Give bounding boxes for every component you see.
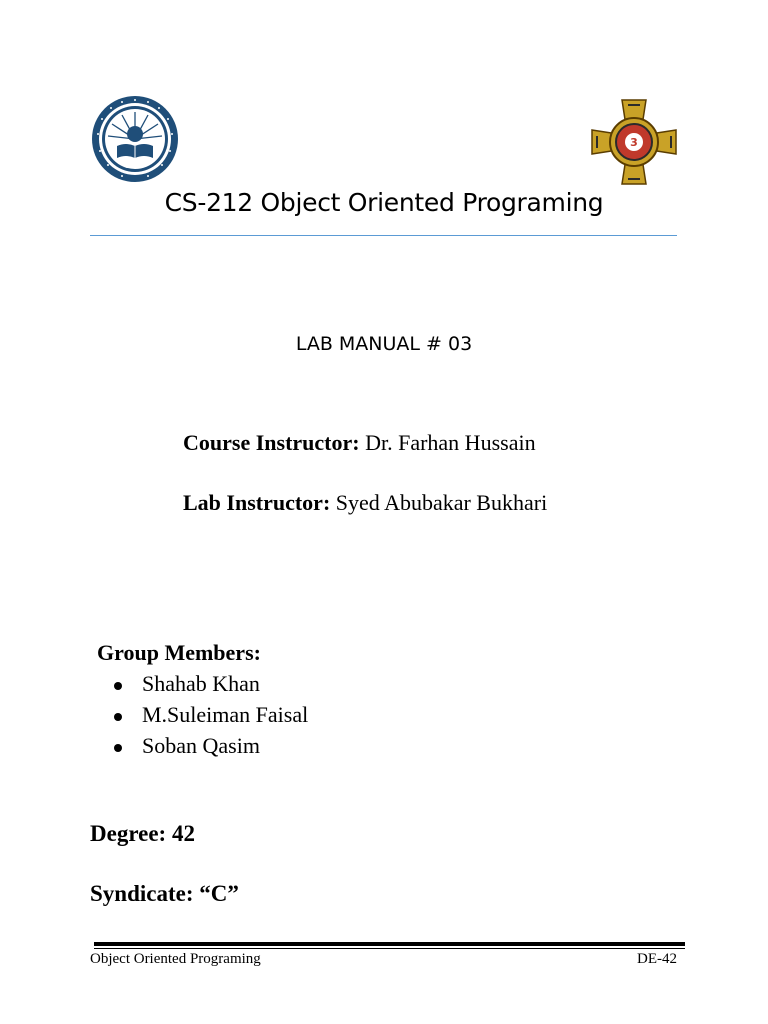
course-instructor-label: Course Instructor:: [183, 430, 360, 455]
course-instructor-value: Dr. Farhan Hussain: [365, 430, 536, 455]
footer-degree-code: DE-42: [637, 951, 677, 967]
syndicate-value: “C”: [199, 881, 239, 906]
degree-label: Degree:: [90, 821, 167, 846]
group-members-list: [108, 668, 308, 761]
seal-graphic: [90, 94, 180, 184]
course-instructor-line: [183, 430, 536, 456]
list-item: M.Suleiman Faisal: [108, 699, 308, 730]
college-crest-logo: [588, 96, 680, 188]
footer-divider-thick: [94, 942, 685, 946]
title-divider: [90, 235, 677, 236]
lab-instructor-value: Syed Abubakar Bukhari: [335, 490, 548, 515]
university-seal-logo: [90, 94, 180, 184]
svg-text:3: 3: [630, 136, 638, 149]
list-item: Shahab Khan: [108, 668, 308, 699]
footer-divider-thin: [94, 948, 685, 949]
syndicate-line: [90, 881, 239, 907]
group-members-heading: Group Members:: [97, 640, 261, 665]
lab-instructor-line: [183, 490, 547, 516]
lab-instructor-label: Lab Instructor:: [183, 490, 331, 515]
degree-value: 42: [171, 821, 195, 846]
degree-line: [90, 821, 195, 847]
list-item: Soban Qasim: [108, 730, 308, 761]
syndicate-label: Syndicate:: [90, 881, 194, 906]
lab-manual-number: LAB MANUAL # 03: [295, 333, 473, 355]
footer-course-name: Object Oriented Programing: [90, 951, 261, 967]
document-title: CS-212 Object Oriented Programing: [164, 188, 604, 217]
crest-graphic: [588, 96, 680, 188]
